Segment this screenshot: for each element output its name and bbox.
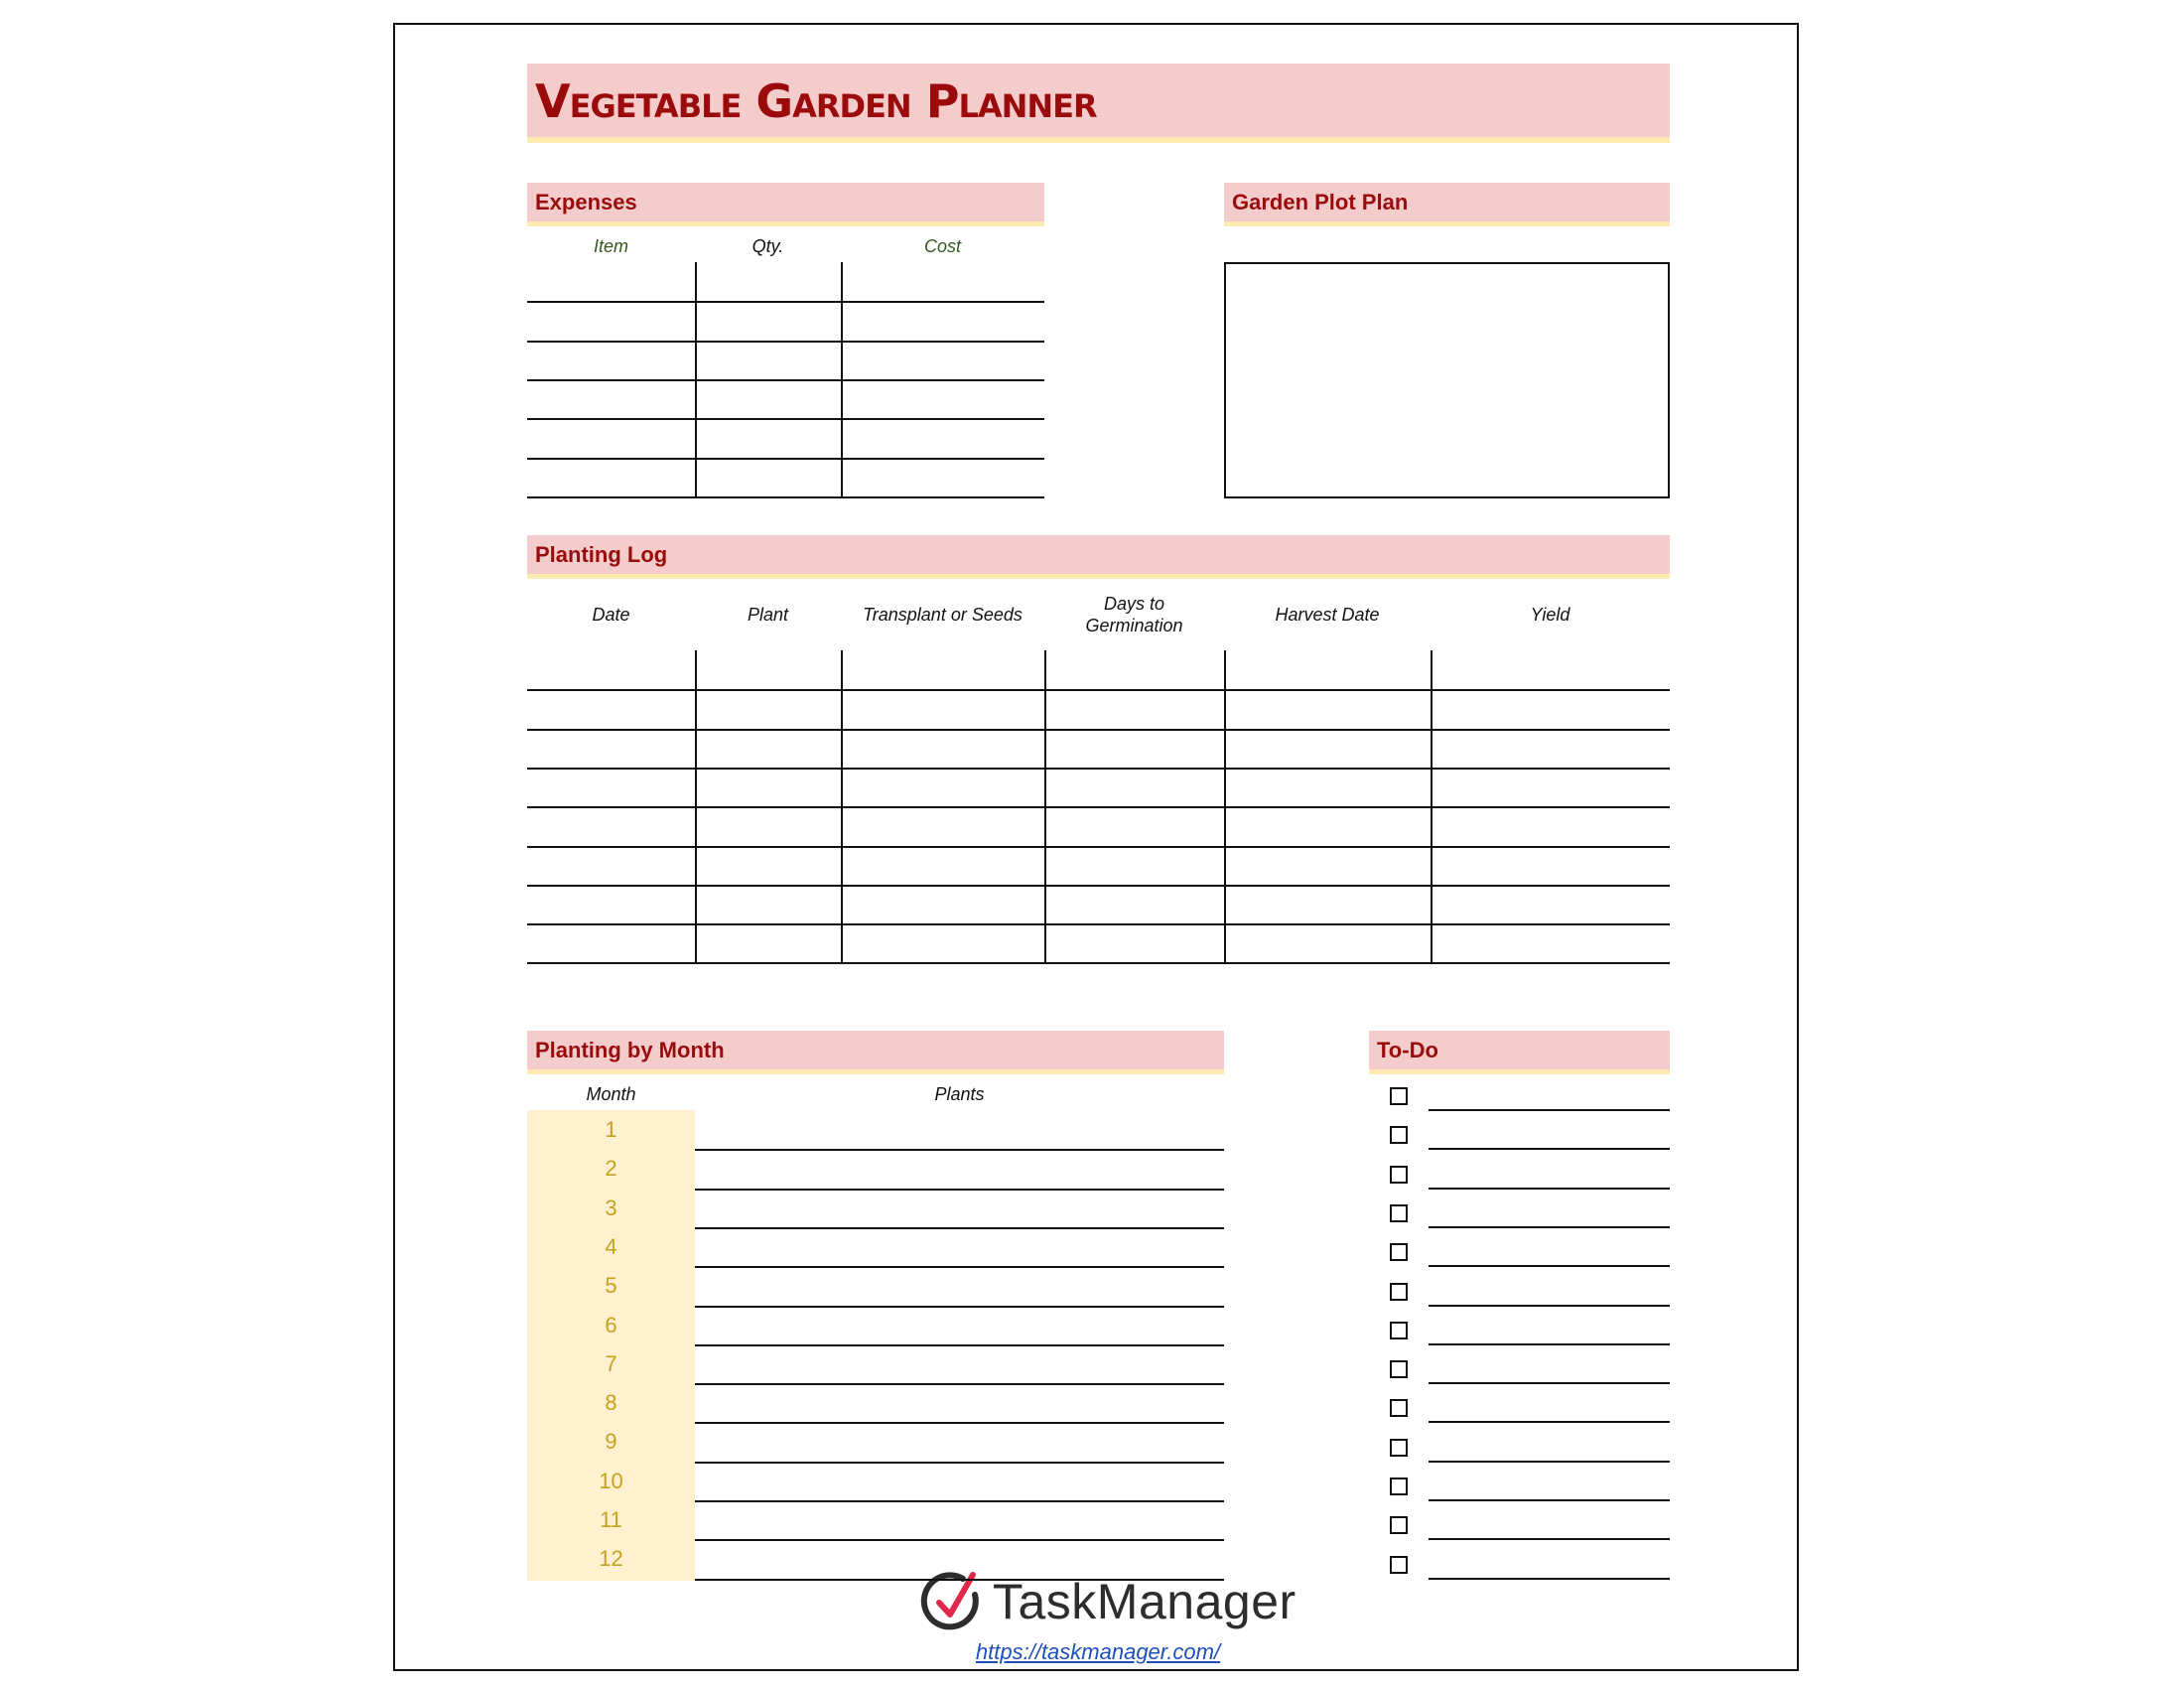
month-plants-line[interactable] [695,1579,1224,1581]
month-number: 11 [600,1507,622,1532]
todo-line[interactable] [1429,1421,1670,1423]
brand-name: TaskManager [993,1574,1297,1629]
todo-checkbox[interactable] [1390,1243,1408,1261]
month-col-month: Month [586,1084,636,1104]
todo-checkbox[interactable] [1390,1360,1408,1378]
log-col-days-line2: Germination [1085,616,1183,635]
log-row-line [527,768,1670,770]
todo-checkbox[interactable] [1390,1322,1408,1339]
month-number: 4 [605,1233,617,1259]
month-plants-line[interactable] [695,1306,1224,1308]
log-column-divider [1224,650,1226,962]
todo-checkbox[interactable] [1390,1399,1408,1417]
month-plants-line[interactable] [695,1539,1224,1541]
todo-header [1369,1031,1670,1074]
month-plants-line[interactable] [695,1227,1224,1229]
month-plants-line[interactable] [695,1383,1224,1385]
planting-by-month-header [527,1031,1224,1074]
expenses-header [527,183,1044,226]
log-col-plant: Plant [747,605,789,625]
month-number: 6 [605,1312,617,1337]
footer-link[interactable]: https://taskmanager.com/ [975,1639,1221,1664]
month-plants-line[interactable] [695,1189,1224,1191]
log-row-line [527,806,1670,808]
expenses-col-cost: Cost [923,236,961,256]
todo-line[interactable] [1429,1382,1670,1384]
month-number: 3 [605,1195,617,1220]
month-plants-line[interactable] [695,1266,1224,1268]
todo-checkbox[interactable] [1390,1556,1408,1574]
log-col-date: Date [592,605,630,625]
planting-log-header [527,535,1670,579]
todo-line[interactable] [1429,1499,1670,1501]
todo-checkbox[interactable] [1390,1439,1408,1457]
todo-line[interactable] [1429,1305,1670,1307]
todo-line[interactable] [1429,1265,1670,1267]
log-row-line [527,689,1670,691]
todo-header-label: To-Do [1377,1038,1438,1062]
month-number: 7 [605,1350,617,1376]
expenses-row-line [527,341,1044,343]
todo-line[interactable] [1429,1578,1670,1580]
month-col-plants: Plants [934,1084,985,1104]
month-plants-line[interactable] [695,1344,1224,1346]
log-col-harvest: Harvest Date [1275,605,1380,625]
expenses-header-label: Expenses [535,190,637,214]
todo-line[interactable] [1429,1188,1670,1190]
todo-checkbox[interactable] [1390,1087,1408,1105]
expenses-column-divider [841,262,843,496]
planner-page [393,23,1799,1671]
garden-plot-box[interactable] [1224,262,1670,498]
month-plants-line[interactable] [695,1462,1224,1464]
log-row-line [527,923,1670,925]
month-plants-line[interactable] [695,1500,1224,1502]
todo-line[interactable] [1429,1148,1670,1150]
log-col-transplant: Transplant or Seeds [863,605,1023,625]
month-number: 10 [599,1468,623,1493]
log-row-line [527,885,1670,887]
todo-checkbox[interactable] [1390,1166,1408,1184]
log-row-line [527,962,1670,964]
expenses-row-line [527,458,1044,460]
planting-log-header-label: Planting Log [535,542,668,567]
month-number: 1 [605,1117,617,1142]
log-column-divider [695,650,697,962]
title-band [527,64,1670,143]
expenses-row-line [527,418,1044,420]
todo-checkbox[interactable] [1390,1477,1408,1495]
todo-checkbox[interactable] [1390,1516,1408,1534]
log-col-yield: Yield [1530,605,1570,625]
log-row-line [527,729,1670,731]
expenses-row-line [527,496,1044,498]
month-number: 8 [605,1390,617,1416]
expenses-column-divider [695,262,697,496]
garden-plot-header-label: Garden Plot Plan [1232,190,1409,214]
month-number: 9 [605,1429,617,1455]
todo-line[interactable] [1429,1226,1670,1228]
log-column-divider [841,650,843,962]
planting-by-month-header-label: Planting by Month [535,1038,725,1062]
expenses-row-line [527,379,1044,381]
garden-plot-header [1224,183,1670,226]
expenses-row-line [527,301,1044,303]
log-column-divider [1431,650,1433,962]
month-number: 2 [605,1156,617,1182]
todo-line[interactable] [1429,1343,1670,1345]
log-col-days-line1: Days to [1103,594,1165,614]
month-plants-line[interactable] [695,1422,1224,1424]
month-number: 5 [605,1273,617,1299]
todo-checkbox[interactable] [1390,1126,1408,1144]
month-plants-line[interactable] [695,1149,1224,1151]
todo-line[interactable] [1429,1538,1670,1540]
todo-checkbox[interactable] [1390,1204,1408,1222]
month-number: 12 [599,1546,623,1572]
log-column-divider [1044,650,1046,962]
expenses-col-item: Item [593,236,628,256]
month-number-column [527,1110,695,1581]
todo-checkbox[interactable] [1390,1283,1408,1301]
log-row-line [527,846,1670,848]
todo-line[interactable] [1429,1109,1670,1111]
todo-line[interactable] [1429,1461,1670,1463]
expenses-col-qty: Qty. [751,236,784,256]
page-title: Vegetable Garden Planner [535,74,1097,128]
